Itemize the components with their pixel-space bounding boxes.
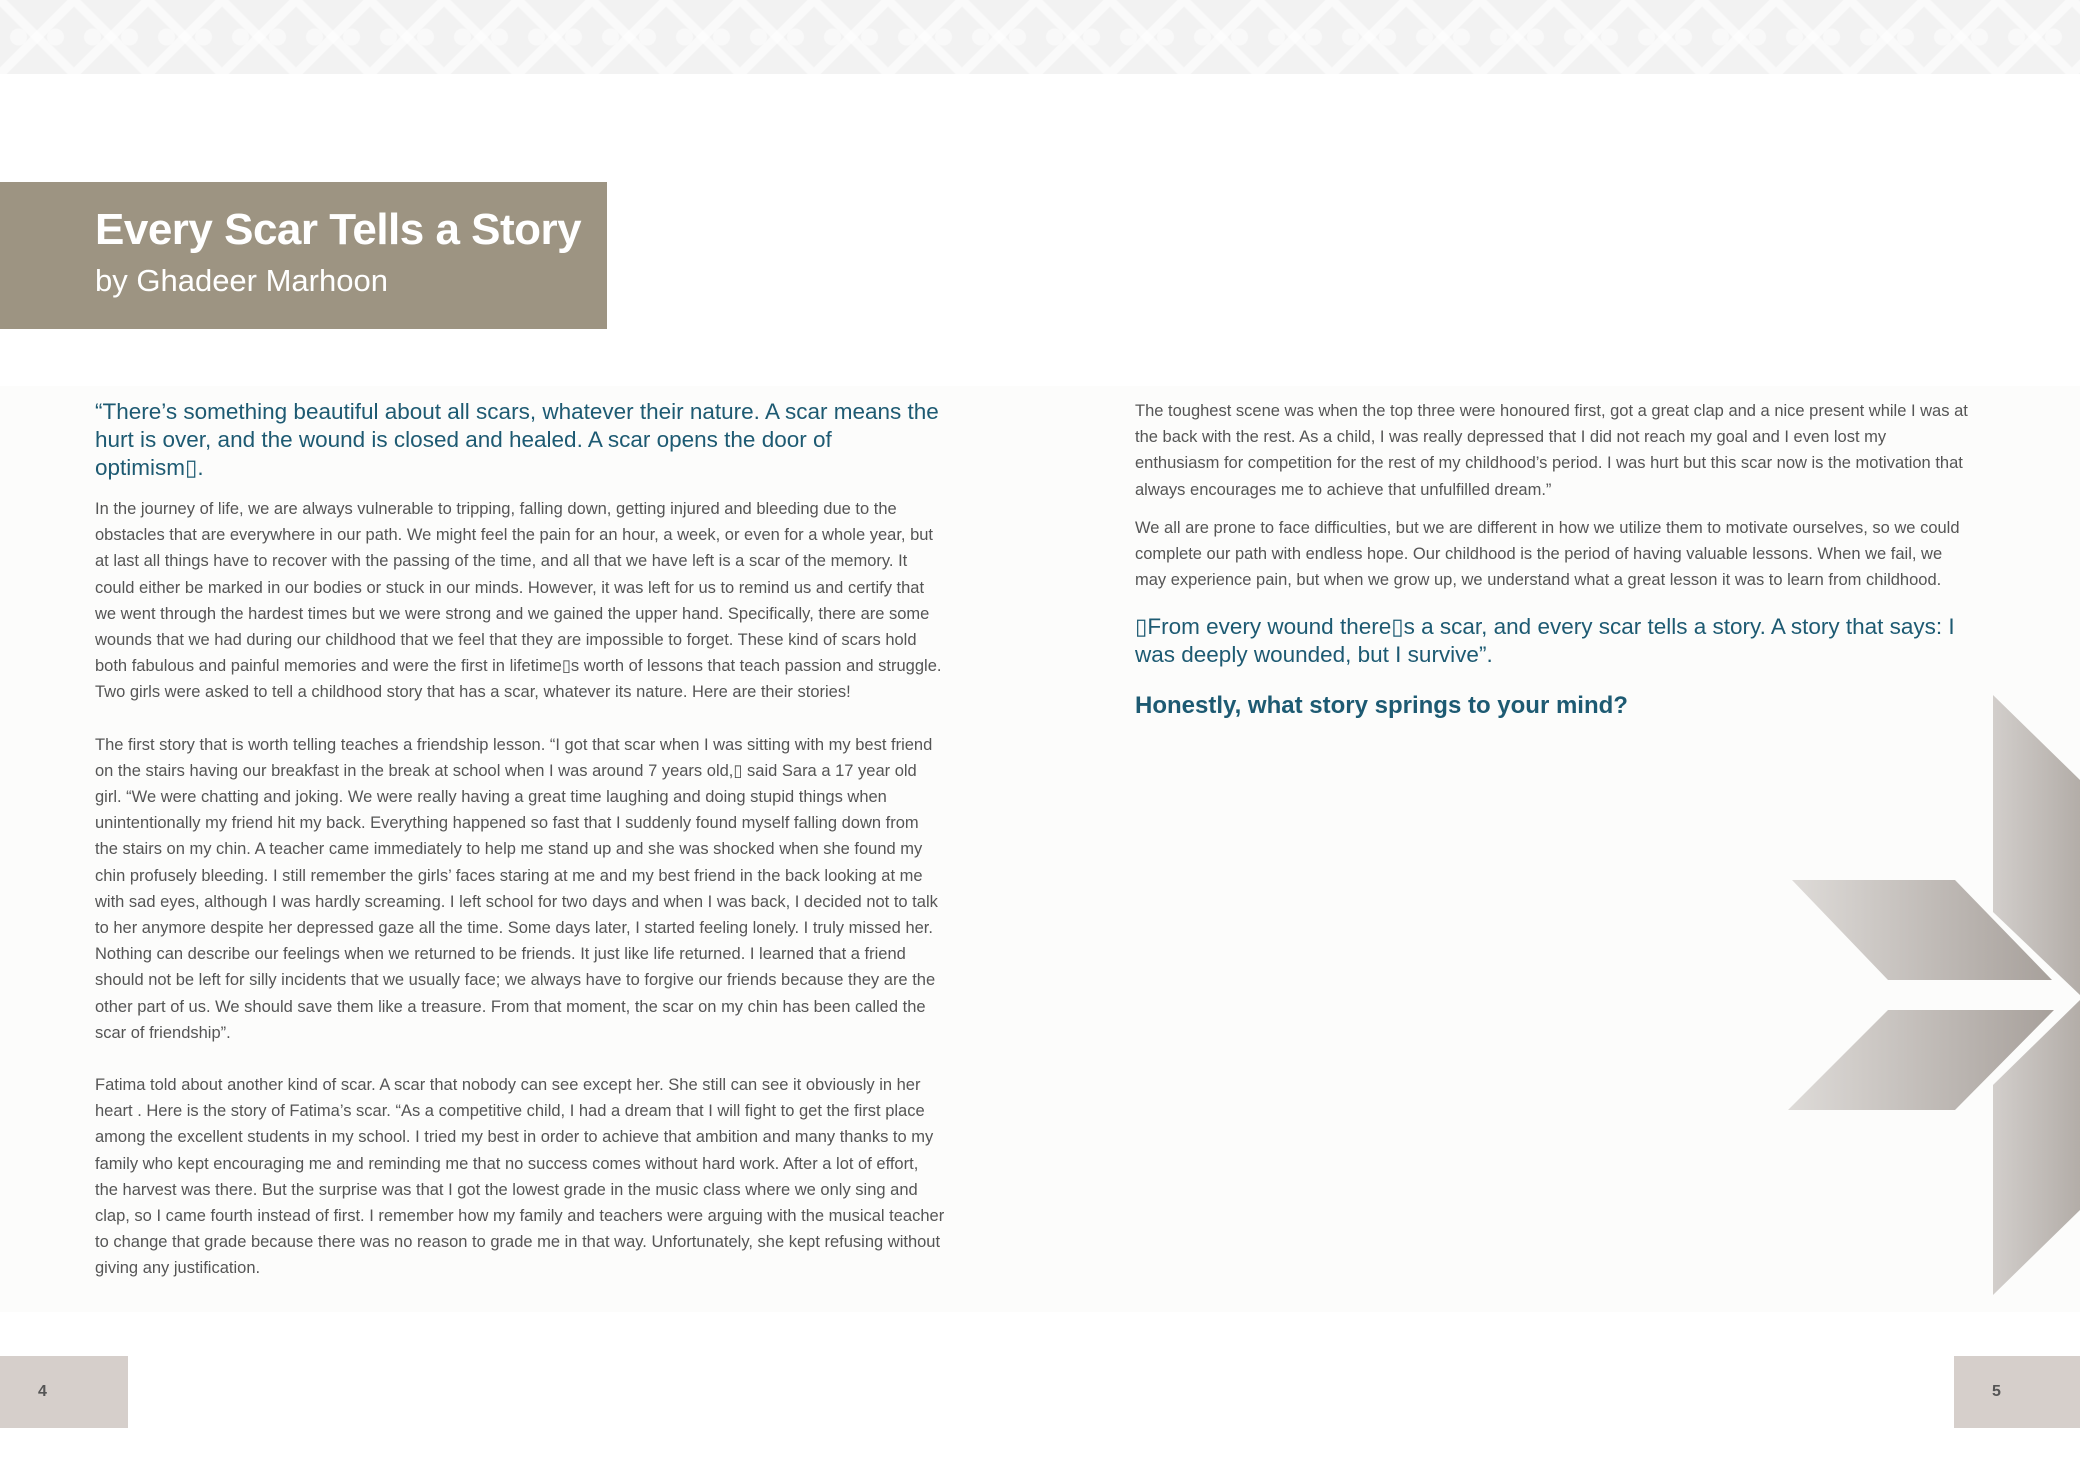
title-banner	[0, 182, 607, 329]
body-paragraph: In the journey of life, we are always vulnerable to tripping, falling down, getting injured and bleeding due to the obstacles that are everywhere in our path. We might feel the pain for an hour, a week, or even for a whole year, but at last all things have to recover with the passing of the time, and all that we have left is a scar of the memory. It could either be marked in our bodies or stuck in our minds. However, it was left for us to remind us and certify that we went through the hardest times but we were strong and we gained the upper hand. Specifically, there are some wounds that we had during our childhood that we feel that they are impossible to forget. These kind of scars hold both fabulous and painful memories and were the first in lifetime▯s worth of lessons that teach passion and struggle. Two girls were asked to tell a childhood story that has a scar, whatever its nature. Here are their stories!	[95, 500, 942, 702]
article-title: Every Scar Tells a Story	[95, 205, 582, 254]
body-paragraph: The toughest scene was when the top three were honoured first, got a great clap and a nice present while I was at the back with the rest. As a child, I was really depressed that I did not reach my goal and I even lost my enthusiasm for competition for the rest of my childhood’s period. I was hurt but this scar now is the motivation that always encourages me to achieve that unfulfilled dream.”	[1135, 402, 1968, 499]
closing-question: Honestly, what story springs to your mind?	[1135, 692, 1628, 720]
page-number-right-text: 5	[1992, 1383, 2001, 1400]
right-column	[1135, 398, 1975, 721]
decorative-star-shape	[1780, 690, 2080, 1300]
body-paragraph: We all are prone to face difficulties, but we are different in how we utilize them to motivate ourselves, so we could complete our path with endless hope. Our childhood is the period of having valuable lessons. When we fail, we may experience pain, but when we grow up, we understand what a great lesson it was to learn from childhood.	[1135, 518, 1960, 590]
left-column	[95, 398, 945, 1282]
article-byline: by Ghadeer Marhoon	[95, 263, 388, 298]
decorative-pattern-band	[0, 0, 2080, 74]
page-number-right	[1954, 1356, 2080, 1428]
body-paragraph: Fatima told about another kind of scar. A scar that nobody can see except her. She still can see it obviously in her heart . Here is the story of Fatima’s scar. “As a competitive child, I had a dream that I will fight to get the first place among the excellent students in my school. I tried my best in order to achieve that ambition and many thanks to my family who kept encouraging me and reminding me that no success comes without hard work. After a lot of effort, the harvest was there. But the surprise was that I got the lowest grade in the music class where we only sing and clap, so I came fourth instead of first. I remember how my family and teachers were arguing with the musical teacher to change that grade because there was no reason to grade me in that way. Unfortunately, she kept refusing without giving any justification.	[95, 1076, 945, 1278]
closing-quote: ▯From every wound there▯s a scar, and every scar tells a story. A story that says: I was deeply wounded, but I survive”.	[1135, 614, 1955, 668]
lead-quote: “There’s something beautiful about all scars, whatever their nature. A scar means the hurt is over, and the wound is closed and healed. A scar opens the door of optimism▯.	[95, 399, 939, 480]
page-number-left-text: 4	[38, 1383, 47, 1400]
page-number-left	[0, 1356, 128, 1428]
body-paragraph: The first story that is worth telling teaches a friendship lesson. “I got that scar when I was sitting with my best friend on the stairs having our breakfast in the break at school when I was around 7 years old,▯ said Sara a 17 year old girl. “We were chatting and joking. We were really having a great time laughing and doing stupid things when unintentionally my friend hit my back. Everything happened so fast that I suddenly found myself falling down from the stairs on my chin. A teacher came immediately to help me stand up and she was shocked when she found my chin profusely bleeding. I still remember the girls’ faces staring at me and my best friend in the back looking at me with sad eyes, although I was hardly screaming. I left school for two days and when I was back, I decided not to talk to her anymore despite her depressed gaze all the time. Some days later, I started feeling lonely. I truly missed her. Nothing can describe our feelings when we returned to be friends. It just like life returned. I learned that a friend should not be left for silly incidents that we usually face; we always have to forgive our friends because they are the other part of us. We should save them like a treasure. From that moment, the scar on my chin has been called the scar of friendship”.	[95, 735, 938, 1042]
